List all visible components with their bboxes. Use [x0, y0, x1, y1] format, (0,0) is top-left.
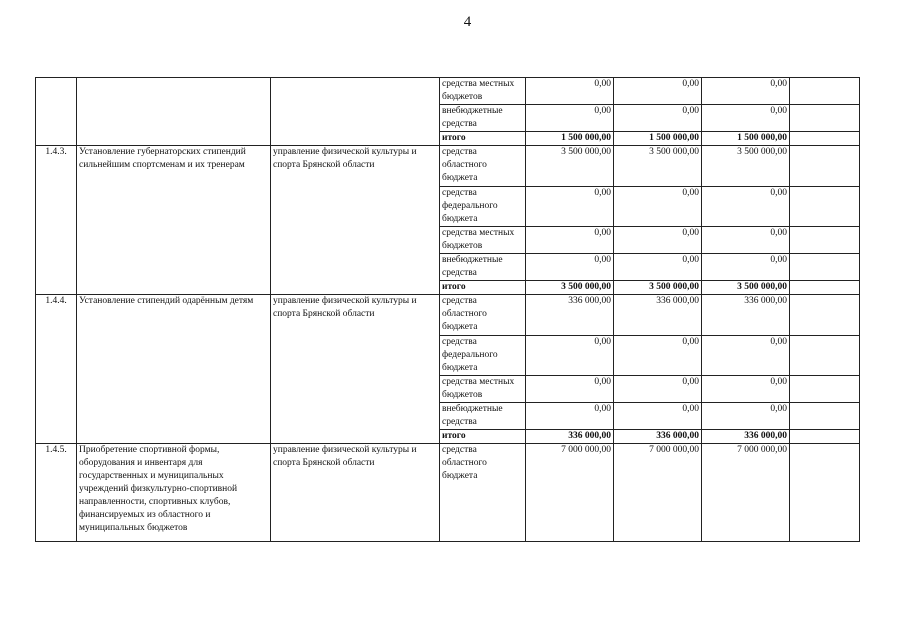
amount-year-3: 3 500 000,00	[702, 281, 790, 295]
funding-source: внебюджетные средства	[440, 254, 526, 281]
empty-cell	[790, 403, 860, 430]
amount-year-3: 0,00	[702, 254, 790, 281]
amount-year-3: 0,00	[702, 105, 790, 132]
funding-source: средства областного бюджета	[440, 146, 526, 187]
amount-year-3: 0,00	[702, 187, 790, 227]
empty-cell	[790, 78, 860, 105]
empty-cell	[790, 254, 860, 281]
amount-year-1: 3 500 000,00	[526, 281, 614, 295]
amount-year-1: 0,00	[526, 227, 614, 254]
amount-year-2: 0,00	[614, 254, 702, 281]
funding-source: средства областного бюджета	[440, 444, 526, 542]
funding-source: внебюджетные средства	[440, 105, 526, 132]
amount-year-2: 0,00	[614, 227, 702, 254]
amount-year-1: 0,00	[526, 376, 614, 403]
empty-cell	[790, 295, 860, 336]
amount-year-3: 0,00	[702, 227, 790, 254]
amount-year-2: 0,00	[614, 403, 702, 430]
amount-year-3: 0,00	[702, 376, 790, 403]
table-row	[36, 78, 860, 105]
funding-source: итого	[440, 281, 526, 295]
budget-table	[35, 77, 860, 542]
amount-year-2: 1 500 000,00	[614, 132, 702, 146]
page-number: 4	[463, 14, 472, 30]
item-executor	[271, 78, 440, 146]
item-name: Приобретение спортивной формы, оборудования и инвентаря для государственных и муниципальных учреждений физкультурно-спортивной направленности, спортивных клубов, финансируемых из областного и муниципальных бюджетов	[77, 444, 271, 542]
empty-cell	[790, 281, 860, 295]
funding-source: средства областного бюджета	[440, 295, 526, 336]
amount-year-2: 336 000,00	[614, 430, 702, 444]
funding-source: средства федерального бюджета	[440, 187, 526, 227]
funding-source: средства местных бюджетов	[440, 376, 526, 403]
amount-year-1: 0,00	[526, 254, 614, 281]
amount-year-1: 0,00	[526, 78, 614, 105]
table-row	[36, 146, 860, 187]
empty-cell	[790, 146, 860, 187]
amount-year-2: 0,00	[614, 336, 702, 376]
empty-cell	[790, 444, 860, 542]
amount-year-3: 3 500 000,00	[702, 146, 790, 187]
amount-year-2: 336 000,00	[614, 295, 702, 336]
amount-year-1: 0,00	[526, 105, 614, 132]
item-number	[36, 78, 77, 146]
amount-year-3: 1 500 000,00	[702, 132, 790, 146]
amount-year-1: 0,00	[526, 336, 614, 376]
funding-source: внебюджетные средства	[440, 403, 526, 430]
amount-year-1: 7 000 000,00	[526, 444, 614, 542]
empty-cell	[790, 105, 860, 132]
amount-year-3: 336 000,00	[702, 430, 790, 444]
amount-year-3: 336 000,00	[702, 295, 790, 336]
amount-year-2: 7 000 000,00	[614, 444, 702, 542]
amount-year-3: 0,00	[702, 403, 790, 430]
table-row	[36, 295, 860, 336]
item-name: Установление губернаторских стипендий сильнейшим спортсменам и их тренерам	[77, 146, 271, 295]
amount-year-1: 3 500 000,00	[526, 146, 614, 187]
funding-source: средства федерального бюджета	[440, 336, 526, 376]
empty-cell	[790, 187, 860, 227]
item-name	[77, 78, 271, 146]
amount-year-1: 0,00	[526, 187, 614, 227]
amount-year-3: 0,00	[702, 336, 790, 376]
amount-year-1: 336 000,00	[526, 295, 614, 336]
amount-year-2: 3 500 000,00	[614, 146, 702, 187]
item-number: 1.4.5.	[36, 444, 77, 542]
funding-source: средства местных бюджетов	[440, 78, 526, 105]
item-number: 1.4.4.	[36, 295, 77, 444]
amount-year-3: 0,00	[702, 78, 790, 105]
funding-source: средства местных бюджетов	[440, 227, 526, 254]
item-number: 1.4.3.	[36, 146, 77, 295]
amount-year-2: 0,00	[614, 376, 702, 403]
empty-cell	[790, 132, 860, 146]
empty-cell	[790, 430, 860, 444]
amount-year-2: 0,00	[614, 187, 702, 227]
amount-year-3: 7 000 000,00	[702, 444, 790, 542]
funding-source: итого	[440, 430, 526, 444]
empty-cell	[790, 227, 860, 254]
funding-source: итого	[440, 132, 526, 146]
amount-year-1: 1 500 000,00	[526, 132, 614, 146]
empty-cell	[790, 376, 860, 403]
amount-year-2: 3 500 000,00	[614, 281, 702, 295]
amount-year-1: 0,00	[526, 403, 614, 430]
amount-year-1: 336 000,00	[526, 430, 614, 444]
empty-cell	[790, 336, 860, 376]
amount-year-2: 0,00	[614, 78, 702, 105]
table-row	[36, 444, 860, 542]
item-name: Установление стипендий одарённым детям	[77, 295, 271, 444]
item-executor: управление физической культуры и спорта Брянской области	[271, 146, 440, 295]
item-executor: управление физической культуры и спорта Брянской области	[271, 295, 440, 444]
amount-year-2: 0,00	[614, 105, 702, 132]
item-executor: управление физической культуры и спорта Брянской области	[271, 444, 440, 542]
